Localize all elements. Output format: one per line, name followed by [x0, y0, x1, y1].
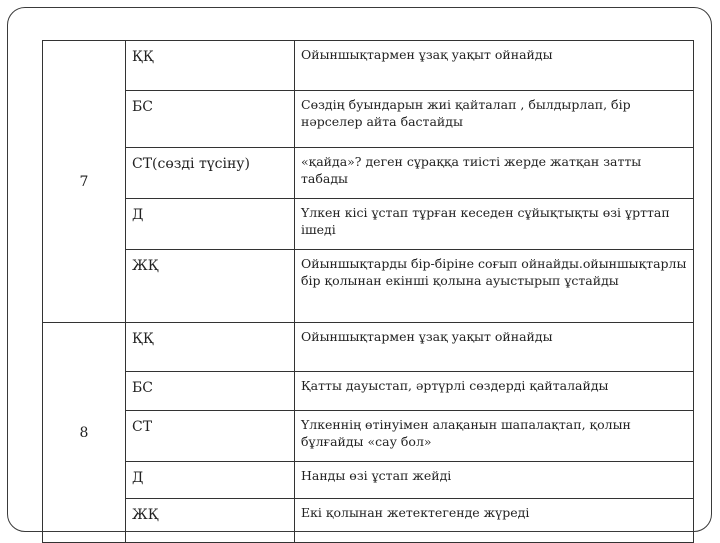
table-row — [43, 199, 694, 250]
age-cell — [43, 323, 126, 543]
table-row — [43, 148, 694, 199]
skill-description: Қатты дауыстап, әртүрлі сөздерді қайталайды — [295, 372, 694, 411]
skill-description: Ойыншықтармен ұзақ уақыт ойнайды — [295, 41, 694, 91]
age-label: 8 — [79, 424, 89, 441]
table-row — [43, 462, 694, 499]
table-row — [43, 411, 694, 462]
skill-code: ҚҚ — [126, 323, 295, 372]
table-row — [43, 41, 694, 91]
skill-description: Екі қолынан жетектегенде жүреді — [295, 499, 694, 543]
skill-code: БС — [126, 372, 295, 411]
skill-code: ЖҚ — [126, 250, 295, 323]
table-row — [43, 499, 694, 543]
skill-code: Д — [126, 462, 295, 499]
age-cell — [43, 41, 126, 323]
development-table — [42, 40, 694, 543]
skill-description: «қайда»? деген сұраққа тиісті жерде жатқан затты табады — [295, 148, 694, 199]
skill-code: СТ — [126, 411, 295, 462]
table-row — [43, 250, 694, 323]
skill-code: БС — [126, 91, 295, 148]
skill-description: Сөздің буындарын жиі қайталап , былдырлап, бір нәрселер айта бастайды — [295, 91, 694, 148]
skill-code: ЖҚ — [126, 499, 295, 543]
skill-description: Нанды өзі ұстап жейді — [295, 462, 694, 499]
table-row — [43, 372, 694, 411]
skill-code: Д — [126, 199, 295, 250]
table-row — [43, 323, 694, 372]
skill-description: Үлкен кісі ұстап тұрған кеседен сұйықтықты өзі ұрттап ішеді — [295, 199, 694, 250]
skill-code: ҚҚ — [126, 41, 295, 91]
skill-code: СТ(сөзді түсіну) — [126, 148, 295, 199]
table-row — [43, 91, 694, 148]
skill-description: Үлкеннің өтінуімен алақанын шапалақтап, қолын бұлғайды «сау бол» — [295, 411, 694, 462]
skill-description: Ойыншықтарды бір-біріне соғып ойнайды.ойыншықтарлы бір қолынан екінші қолына ауыстырып ұстайды — [295, 250, 694, 323]
age-label: 7 — [79, 173, 89, 190]
skill-description: Ойыншықтармен ұзақ уақыт ойнайды — [295, 323, 694, 372]
